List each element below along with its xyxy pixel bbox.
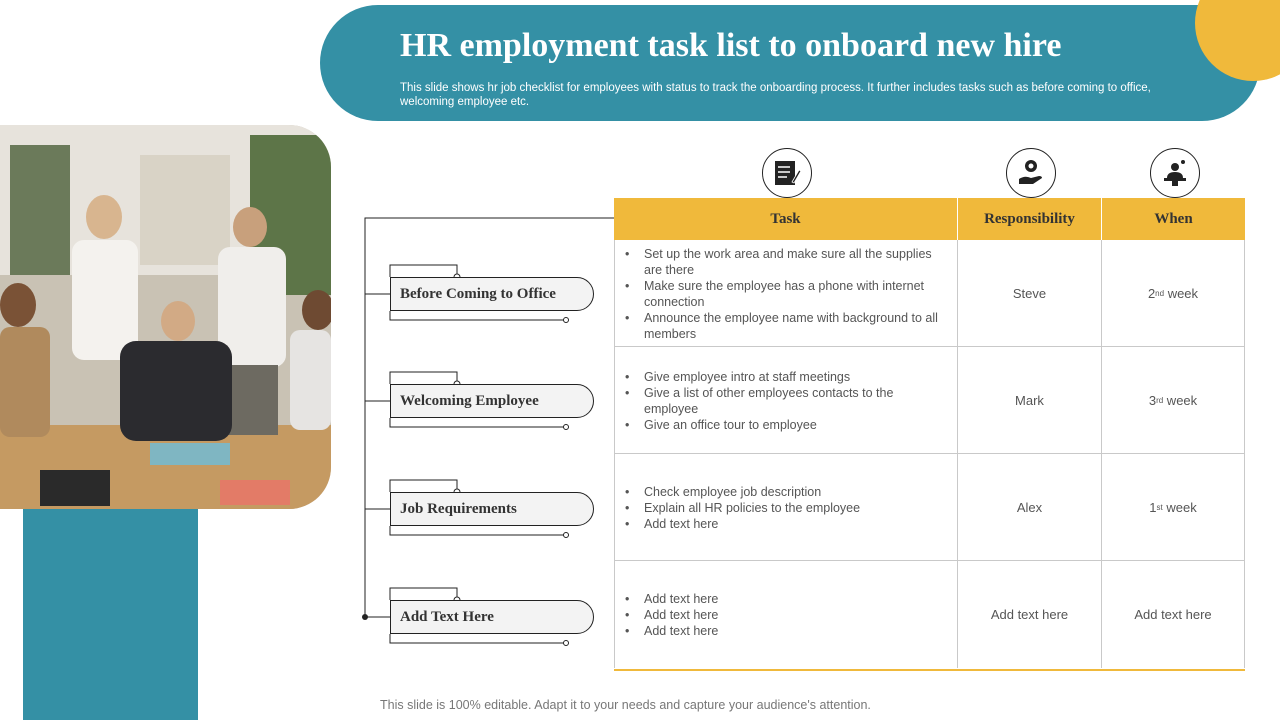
when-cell: 1 st week [1102,454,1245,561]
checklist-icon [762,148,812,198]
table-row [614,561,1245,668]
footer-note: This slide is 100% editable. Adapt it to your needs and capture your audience's attention. [380,698,871,712]
responsibility-cell: Steve [958,240,1102,347]
responsibility-cell: Add text here [958,561,1102,668]
task-cell [614,347,958,454]
stage-welcoming-employee: Welcoming Employee [390,384,594,418]
when-unit: week [1163,393,1198,408]
task-item: • Set up the work area and make sure all the supplies are there [625,246,939,278]
when-cell: 3 rd week [1102,347,1245,454]
header-when: When [1102,198,1245,240]
task-item: • Add text here [625,623,718,639]
task-item: • Add text here [625,516,860,532]
responsibility-cell: Alex [958,454,1102,561]
when-unit: week [1164,286,1199,301]
stage-add-text-here: Add Text Here [390,600,594,634]
task-cell [614,561,958,668]
responsibility-cell: Mark [958,347,1102,454]
when-number: 3 [1148,393,1157,408]
task-item: • Check employee job description [625,484,860,500]
table-bottom-border [614,669,1245,671]
task-cell [614,240,958,347]
task-item: • Explain all HR policies to the employee [625,500,860,516]
when-number: 2 [1147,286,1156,301]
table-row [614,240,1245,347]
table-row [614,347,1245,454]
slide-title: HR employment task list to onboard new hire [400,27,1062,64]
when-unit: week [1162,500,1197,515]
task-item: • Give a list of other employees contacts to the employee [625,385,939,417]
hand-gear-person-icon [1006,148,1056,198]
slide-subtitle: This slide shows hr job checklist for employees with status to track the onboarding process. It further includes tasks such as before coming to office, welcoming employee etc. [400,82,1151,108]
task-item: • Add text here [625,591,718,607]
when-number: 1 [1149,500,1157,515]
header-responsibility: Responsibility [958,198,1102,240]
task-item: • Add text here [625,607,718,623]
stage-job-requirements: Job Requirements [390,492,594,526]
when-cell: Add text here [1102,561,1245,668]
presenter-icon [1150,148,1200,198]
task-item: • Give employee intro at staff meetings [625,369,939,385]
stage-before-coming-to-office: Before Coming to Office [390,277,594,311]
when-cell: 2 nd week [1102,240,1245,347]
task-item: • Make sure the employee has a phone with internet connection [625,278,939,310]
task-item: • Give an office tour to employee [625,417,939,433]
table-row [614,454,1245,561]
task-item: • Announce the employee name with background to all members [625,310,939,342]
header-task: Task [614,198,958,240]
task-cell [614,454,958,561]
